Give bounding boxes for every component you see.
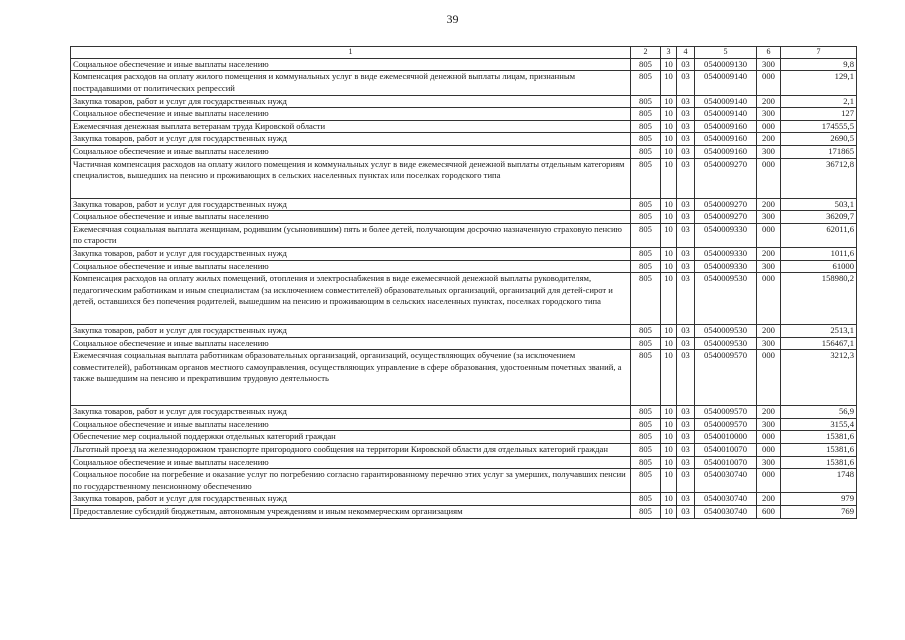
cell-expense-type: 000	[757, 158, 781, 198]
cell-expense-name: Закупка товаров, работ и услуг для государственных нужд	[71, 95, 631, 108]
cell-subsection-code: 03	[677, 120, 695, 133]
cell-target-article: 0540009570	[695, 406, 757, 419]
budget-table	[70, 46, 857, 519]
cell-target-article: 0540009140	[695, 108, 757, 121]
cell-expense-name: Компенсация расходов на оплату жилого помещения и коммунальных услуг в виде ежемесячной денежной выплаты лицам, признанным пострадавшими от политических репрессий	[71, 71, 631, 95]
header-row	[71, 47, 857, 59]
cell-target-article: 0540009140	[695, 95, 757, 108]
cell-amount: 769	[781, 506, 857, 519]
cell-subsection-code: 03	[677, 493, 695, 506]
cell-amount: 174555,5	[781, 120, 857, 133]
cell-ministry-code: 805	[631, 325, 661, 338]
table-row	[71, 469, 857, 493]
cell-subsection-code: 03	[677, 198, 695, 211]
cell-target-article: 0540030740	[695, 493, 757, 506]
table-row	[71, 456, 857, 469]
table-row	[71, 120, 857, 133]
cell-section-code: 10	[661, 71, 677, 95]
cell-expense-type: 000	[757, 120, 781, 133]
cell-section-code: 10	[661, 158, 677, 198]
cell-expense-name: Социальное обеспечение и иные выплаты населению	[71, 337, 631, 350]
table-row	[71, 71, 857, 95]
cell-expense-type: 000	[757, 273, 781, 325]
cell-section-code: 10	[661, 273, 677, 325]
cell-amount: 1748	[781, 469, 857, 493]
table-row	[71, 506, 857, 519]
cell-amount: 1011,6	[781, 247, 857, 260]
cell-expense-name: Частичная компенсация расходов на оплату жилого помещения и коммунальных услуг в виде ежемесячной денежной выплаты отдельным категориям специалистов, вышедших на пенсию и проживающих в сельских населенных пунктах или поселках городского типа	[71, 158, 631, 198]
cell-expense-name: Социальное обеспечение и иные выплаты населению	[71, 260, 631, 273]
cell-expense-name: Социальное обеспечение и иные выплаты населению	[71, 418, 631, 431]
cell-expense-name: Предоставление субсидий бюджетным, автономным учреждениям и иным некоммерческим организациям	[71, 506, 631, 519]
cell-section-code: 10	[661, 456, 677, 469]
cell-subsection-code: 03	[677, 260, 695, 273]
table-row	[71, 133, 857, 146]
cell-section-code: 10	[661, 108, 677, 121]
cell-section-code: 10	[661, 493, 677, 506]
cell-section-code: 10	[661, 350, 677, 406]
table-row	[71, 158, 857, 198]
cell-ministry-code: 805	[631, 406, 661, 419]
cell-expense-type: 300	[757, 145, 781, 158]
cell-ministry-code: 805	[631, 198, 661, 211]
cell-ministry-code: 805	[631, 273, 661, 325]
cell-section-code: 10	[661, 198, 677, 211]
cell-amount: 61000	[781, 260, 857, 273]
cell-expense-type: 200	[757, 325, 781, 338]
cell-expense-name: Закупка товаров, работ и услуг для государственных нужд	[71, 133, 631, 146]
cell-target-article: 0540009530	[695, 337, 757, 350]
table-row	[71, 95, 857, 108]
table-row	[71, 418, 857, 431]
cell-subsection-code: 03	[677, 350, 695, 406]
cell-ministry-code: 805	[631, 133, 661, 146]
cell-ministry-code: 805	[631, 337, 661, 350]
cell-subsection-code: 03	[677, 133, 695, 146]
cell-target-article: 0540009160	[695, 120, 757, 133]
cell-expense-type: 200	[757, 133, 781, 146]
table-body	[71, 58, 857, 518]
cell-section-code: 10	[661, 58, 677, 71]
cell-expense-type: 000	[757, 431, 781, 444]
cell-amount: 2,1	[781, 95, 857, 108]
cell-expense-name: Социальное обеспечение и иные выплаты населению	[71, 58, 631, 71]
cell-subsection-code: 03	[677, 406, 695, 419]
cell-amount: 15381,6	[781, 444, 857, 457]
table-row	[71, 325, 857, 338]
table-row	[71, 223, 857, 247]
cell-subsection-code: 03	[677, 247, 695, 260]
cell-expense-name: Социальное обеспечение и иные выплаты населению	[71, 145, 631, 158]
cell-section-code: 10	[661, 418, 677, 431]
cell-section-code: 10	[661, 145, 677, 158]
cell-target-article: 0540009330	[695, 247, 757, 260]
cell-ministry-code: 805	[631, 158, 661, 198]
cell-subsection-code: 03	[677, 158, 695, 198]
cell-section-code: 10	[661, 337, 677, 350]
cell-subsection-code: 03	[677, 337, 695, 350]
table-row	[71, 145, 857, 158]
cell-expense-type: 600	[757, 506, 781, 519]
cell-section-code: 10	[661, 247, 677, 260]
cell-expense-type: 000	[757, 71, 781, 95]
col-header-4: 4	[677, 47, 695, 59]
cell-amount: 127	[781, 108, 857, 121]
cell-subsection-code: 03	[677, 145, 695, 158]
cell-section-code: 10	[661, 260, 677, 273]
cell-target-article: 0540009330	[695, 223, 757, 247]
cell-subsection-code: 03	[677, 108, 695, 121]
cell-ministry-code: 805	[631, 145, 661, 158]
cell-expense-name: Закупка товаров, работ и услуг для государственных нужд	[71, 198, 631, 211]
table-row	[71, 247, 857, 260]
cell-target-article: 0540009570	[695, 350, 757, 406]
cell-amount: 36712,8	[781, 158, 857, 198]
cell-amount: 979	[781, 493, 857, 506]
cell-target-article: 0540009140	[695, 71, 757, 95]
cell-ministry-code: 805	[631, 247, 661, 260]
table-row	[71, 58, 857, 71]
cell-ministry-code: 805	[631, 120, 661, 133]
col-header-7: 7	[781, 47, 857, 59]
cell-expense-type: 300	[757, 58, 781, 71]
cell-target-article: 0540010000	[695, 431, 757, 444]
cell-amount: 171865	[781, 145, 857, 158]
cell-subsection-code: 03	[677, 431, 695, 444]
cell-expense-type: 000	[757, 444, 781, 457]
cell-section-code: 10	[661, 223, 677, 247]
col-header-2: 2	[631, 47, 661, 59]
cell-subsection-code: 03	[677, 211, 695, 224]
cell-expense-type: 300	[757, 337, 781, 350]
table-row	[71, 198, 857, 211]
cell-section-code: 10	[661, 211, 677, 224]
cell-expense-name: Социальное обеспечение и иные выплаты населению	[71, 211, 631, 224]
cell-ministry-code: 805	[631, 223, 661, 247]
cell-subsection-code: 03	[677, 418, 695, 431]
cell-target-article: 0540009270	[695, 158, 757, 198]
cell-expense-name: Закупка товаров, работ и услуг для государственных нужд	[71, 325, 631, 338]
cell-amount: 2690,5	[781, 133, 857, 146]
cell-ministry-code: 805	[631, 260, 661, 273]
cell-section-code: 10	[661, 133, 677, 146]
cell-section-code: 10	[661, 95, 677, 108]
cell-expense-type: 000	[757, 223, 781, 247]
table-row	[71, 211, 857, 224]
cell-amount: 56,9	[781, 406, 857, 419]
table-row	[71, 350, 857, 406]
cell-ministry-code: 805	[631, 71, 661, 95]
cell-expense-type: 200	[757, 198, 781, 211]
cell-target-article: 0540009160	[695, 133, 757, 146]
cell-expense-type: 200	[757, 493, 781, 506]
cell-amount: 62011,6	[781, 223, 857, 247]
cell-section-code: 10	[661, 431, 677, 444]
cell-expense-name: Социальное пособие на погребение и оказание услуг по погребению согласно гарантированному перечню этих услуг за умерших, получавших пенсии по государственному пенсионному обеспечению	[71, 469, 631, 493]
cell-expense-type: 200	[757, 406, 781, 419]
page-number: 39	[446, 12, 459, 26]
col-header-6: 6	[757, 47, 781, 59]
cell-subsection-code: 03	[677, 469, 695, 493]
cell-ministry-code: 805	[631, 493, 661, 506]
cell-target-article: 0540009330	[695, 260, 757, 273]
cell-amount: 36209,7	[781, 211, 857, 224]
cell-ministry-code: 805	[631, 95, 661, 108]
cell-ministry-code: 805	[631, 506, 661, 519]
cell-expense-name: Социальное обеспечение и иные выплаты населению	[71, 456, 631, 469]
cell-target-article: 0540030740	[695, 506, 757, 519]
cell-section-code: 10	[661, 469, 677, 493]
table-row	[71, 406, 857, 419]
cell-amount: 15381,6	[781, 431, 857, 444]
cell-target-article: 0540009530	[695, 325, 757, 338]
cell-section-code: 10	[661, 120, 677, 133]
cell-subsection-code: 03	[677, 273, 695, 325]
col-header-3: 3	[661, 47, 677, 59]
cell-amount: 156467,1	[781, 337, 857, 350]
cell-subsection-code: 03	[677, 223, 695, 247]
cell-ministry-code: 805	[631, 108, 661, 121]
cell-ministry-code: 805	[631, 456, 661, 469]
cell-expense-name: Обеспечение мер социальной поддержки отдельных категорий граждан	[71, 431, 631, 444]
cell-section-code: 10	[661, 325, 677, 338]
cell-ministry-code: 805	[631, 211, 661, 224]
cell-subsection-code: 03	[677, 71, 695, 95]
cell-target-article: 0540009130	[695, 58, 757, 71]
cell-expense-type: 000	[757, 350, 781, 406]
cell-ministry-code: 805	[631, 350, 661, 406]
table-row	[71, 273, 857, 325]
cell-target-article: 0540009270	[695, 198, 757, 211]
cell-expense-type: 300	[757, 418, 781, 431]
cell-expense-type: 000	[757, 469, 781, 493]
cell-target-article: 0540010070	[695, 444, 757, 457]
cell-amount: 3155,4	[781, 418, 857, 431]
cell-expense-name: Льготный проезд на железнодорожном транспорте пригородного сообщения на территории Кировской области для отдельных категорий граждан	[71, 444, 631, 457]
cell-expense-name: Закупка товаров, работ и услуг для государственных нужд	[71, 406, 631, 419]
table-row	[71, 260, 857, 273]
cell-expense-type: 300	[757, 108, 781, 121]
table-row	[71, 493, 857, 506]
cell-expense-name: Закупка товаров, работ и услуг для государственных нужд	[71, 493, 631, 506]
cell-expense-name: Закупка товаров, работ и услуг для государственных нужд	[71, 247, 631, 260]
cell-amount: 503,1	[781, 198, 857, 211]
cell-expense-name: Ежемесячная социальная выплата работникам образовательных организаций, организаций, осуществляющих обучение (за исключением совместителей), работникам органов местного самоуправления, осуществляющих управление в сфере образования, удостоенным почетных званий, а также вышедшим на пенсию и прекратившим трудовую деятельность	[71, 350, 631, 406]
cell-expense-type: 300	[757, 211, 781, 224]
table-row	[71, 431, 857, 444]
cell-section-code: 10	[661, 406, 677, 419]
cell-target-article: 0540030740	[695, 469, 757, 493]
cell-amount: 15381,6	[781, 456, 857, 469]
cell-ministry-code: 805	[631, 444, 661, 457]
cell-subsection-code: 03	[677, 58, 695, 71]
cell-expense-name: Социальное обеспечение и иные выплаты населению	[71, 108, 631, 121]
cell-ministry-code: 805	[631, 58, 661, 71]
cell-expense-name: Ежемесячная денежная выплата ветеранам труда Кировской области	[71, 120, 631, 133]
cell-target-article: 0540010070	[695, 456, 757, 469]
cell-subsection-code: 03	[677, 506, 695, 519]
cell-section-code: 10	[661, 506, 677, 519]
cell-expense-name: Ежемесячная социальная выплата женщинам, родившим (усыновившим) пять и более детей, получающим досрочно назначенную страховую пенсию по старости	[71, 223, 631, 247]
cell-expense-type: 200	[757, 247, 781, 260]
cell-amount: 2513,1	[781, 325, 857, 338]
cell-target-article: 0540009570	[695, 418, 757, 431]
cell-ministry-code: 805	[631, 469, 661, 493]
cell-expense-name: Компенсация расходов на оплату жилых помещений, отопления и электроснабжения в виде ежемесячной денежной выплаты руководителям, педагогическим работникам и иным специалистам (за исключением совместителей) образовательных организаций, организаций для детей-сирот и детей, оставшихся без попечения родителей, вышедшим на пенсию и проживающим в сельских населенных пунктах, поселках городского типа	[71, 273, 631, 325]
cell-target-article: 0540009160	[695, 145, 757, 158]
table-row	[71, 108, 857, 121]
cell-amount: 9,8	[781, 58, 857, 71]
cell-amount: 129,1	[781, 71, 857, 95]
cell-expense-type: 300	[757, 260, 781, 273]
cell-amount: 3212,3	[781, 350, 857, 406]
table-row	[71, 444, 857, 457]
cell-ministry-code: 805	[631, 418, 661, 431]
cell-section-code: 10	[661, 444, 677, 457]
cell-target-article: 0540009270	[695, 211, 757, 224]
cell-expense-type: 200	[757, 95, 781, 108]
cell-subsection-code: 03	[677, 325, 695, 338]
cell-amount: 158980,2	[781, 273, 857, 325]
cell-target-article: 0540009530	[695, 273, 757, 325]
cell-ministry-code: 805	[631, 431, 661, 444]
cell-expense-type: 300	[757, 456, 781, 469]
cell-subsection-code: 03	[677, 444, 695, 457]
col-header-1: 1	[71, 47, 631, 59]
table-header	[71, 47, 857, 59]
col-header-5: 5	[695, 47, 757, 59]
cell-subsection-code: 03	[677, 95, 695, 108]
table-row	[71, 337, 857, 350]
cell-subsection-code: 03	[677, 456, 695, 469]
